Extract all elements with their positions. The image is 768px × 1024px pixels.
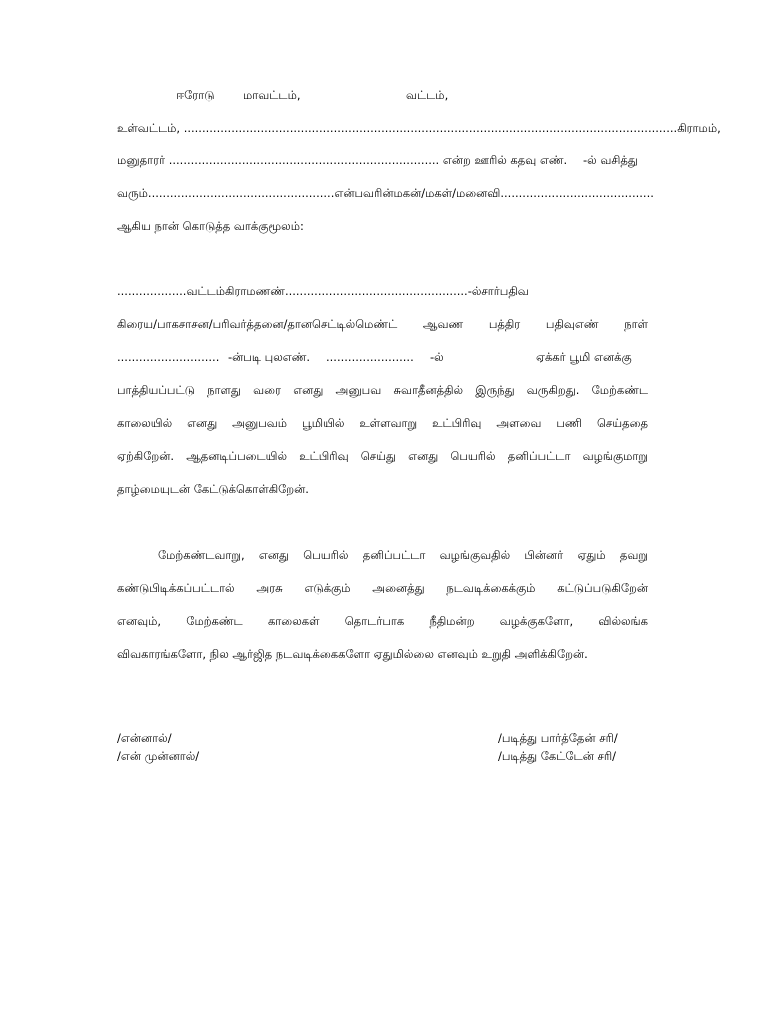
petitioner-label: மனுதாரர் xyxy=(117,153,169,167)
district-name: ஈரோடு xyxy=(176,88,215,102)
district-label: மாவட்டம், xyxy=(243,88,301,102)
statement-dots-d: ........................ xyxy=(326,350,414,364)
acre-text: ஏக்கர் பூமி எனக்கு xyxy=(536,350,632,364)
statement-text-a: வட்டம்கிராமணண் xyxy=(186,284,285,298)
village-door-text: என்ற ஊரில் கதவு எண். xyxy=(439,153,568,167)
living-dots-1: ................................................... xyxy=(147,186,335,200)
sub-taluk-dots: ....................................................................................................................................... xyxy=(183,121,678,135)
sub-taluk-line xyxy=(117,119,721,137)
statement-line-4: பாத்தியப்பட்டு நாளது வரை எனது அனுபவ சுவாதீனத்தில் இருந்து வருகிறது. மேற்கண்ட xyxy=(117,383,648,397)
village-label: கிராமம், xyxy=(677,121,721,135)
declaration-line-3: எனவும், மேற்கண்ட காலைகள் தொடர்பாக நீதிமன்ற வழக்குகளோ, வில்லங்க xyxy=(117,614,648,628)
statement-dots-b: .................................................. xyxy=(284,284,468,298)
statement-text-l: -ல் xyxy=(430,350,444,364)
taluk-label: வட்டம், xyxy=(406,88,449,102)
statement-line-6: ஏற்கிறேன். ஆதனடிப்படையில் உட்பிரிவு செய்து எனது பெயரில் தனிப்பட்டா வழங்குமாறு xyxy=(117,449,648,463)
statement-line-1 xyxy=(117,282,529,300)
relation-text: என்பவரின்மகன்/மகள்/மனைவி xyxy=(334,186,501,200)
signature-by-me: /என்னால்/ xyxy=(117,731,172,745)
signature-heard-ok: /படித்து கேட்டேன் சரி/ xyxy=(498,749,617,763)
statement-intro: ஆகிய நான் கொடுத்த வாக்குமூலம்: xyxy=(117,219,304,233)
residing-text: -ல் வசித்து xyxy=(583,153,638,167)
living-dots-2: .......................................... xyxy=(500,186,654,200)
statement-dots-c: ............................ xyxy=(117,350,220,364)
signature-read-ok: /படித்து பார்த்தேன் சரி/ xyxy=(498,731,618,745)
statement-text-b: -ல்சார்பதிவ xyxy=(467,284,529,298)
petitioner-line xyxy=(117,151,567,169)
declaration-line-4: விவகாரங்களோ, நில ஆர்ஜித நடவடிக்கைகளோ ஏதுமில்லை எனவும் உறுதி அளிக்கிறேன். xyxy=(117,647,588,661)
declaration-line-2: கண்டுபிடிக்கப்பட்டால் அரசு எடுக்கும் அனைத்து நடவடிக்கைக்கும் கட்டுப்படுகிறேன் xyxy=(117,581,648,595)
sub-taluk-label: உள்வட்டம், xyxy=(117,121,184,135)
petitioner-dots: .......................................................................... xyxy=(168,153,440,167)
statement-dots-a: ................... xyxy=(117,284,187,298)
statement-line-5: காலையில் எனது அனுபவம் பூமியில் உள்ளவாறு உட்பிரிவு அளவை பணி செய்ததை xyxy=(117,416,648,430)
statement-line-7: தாழ்மையுடன் கேட்டுக்கொள்கிறேன். xyxy=(117,482,309,496)
living-text: வரும் xyxy=(117,186,148,200)
signature-before-me: /என் முன்னால்/ xyxy=(117,749,200,763)
survey-number-text: -ன்படி புலஎண். xyxy=(228,350,311,364)
statement-line-2: கிரைய/பாகசாசன/பரிவர்த்தனை/தானசெட்டில்மெண்ட் ஆவண பத்திர பதிவுஎண் நாள் xyxy=(117,317,648,331)
living-line xyxy=(117,184,654,202)
declaration-line-1: மேற்கண்டவாறு, எனது பெயரில் தனிப்பட்டா வழங்குவதில் பின்னர் ஏதும் தவறு xyxy=(158,548,648,562)
